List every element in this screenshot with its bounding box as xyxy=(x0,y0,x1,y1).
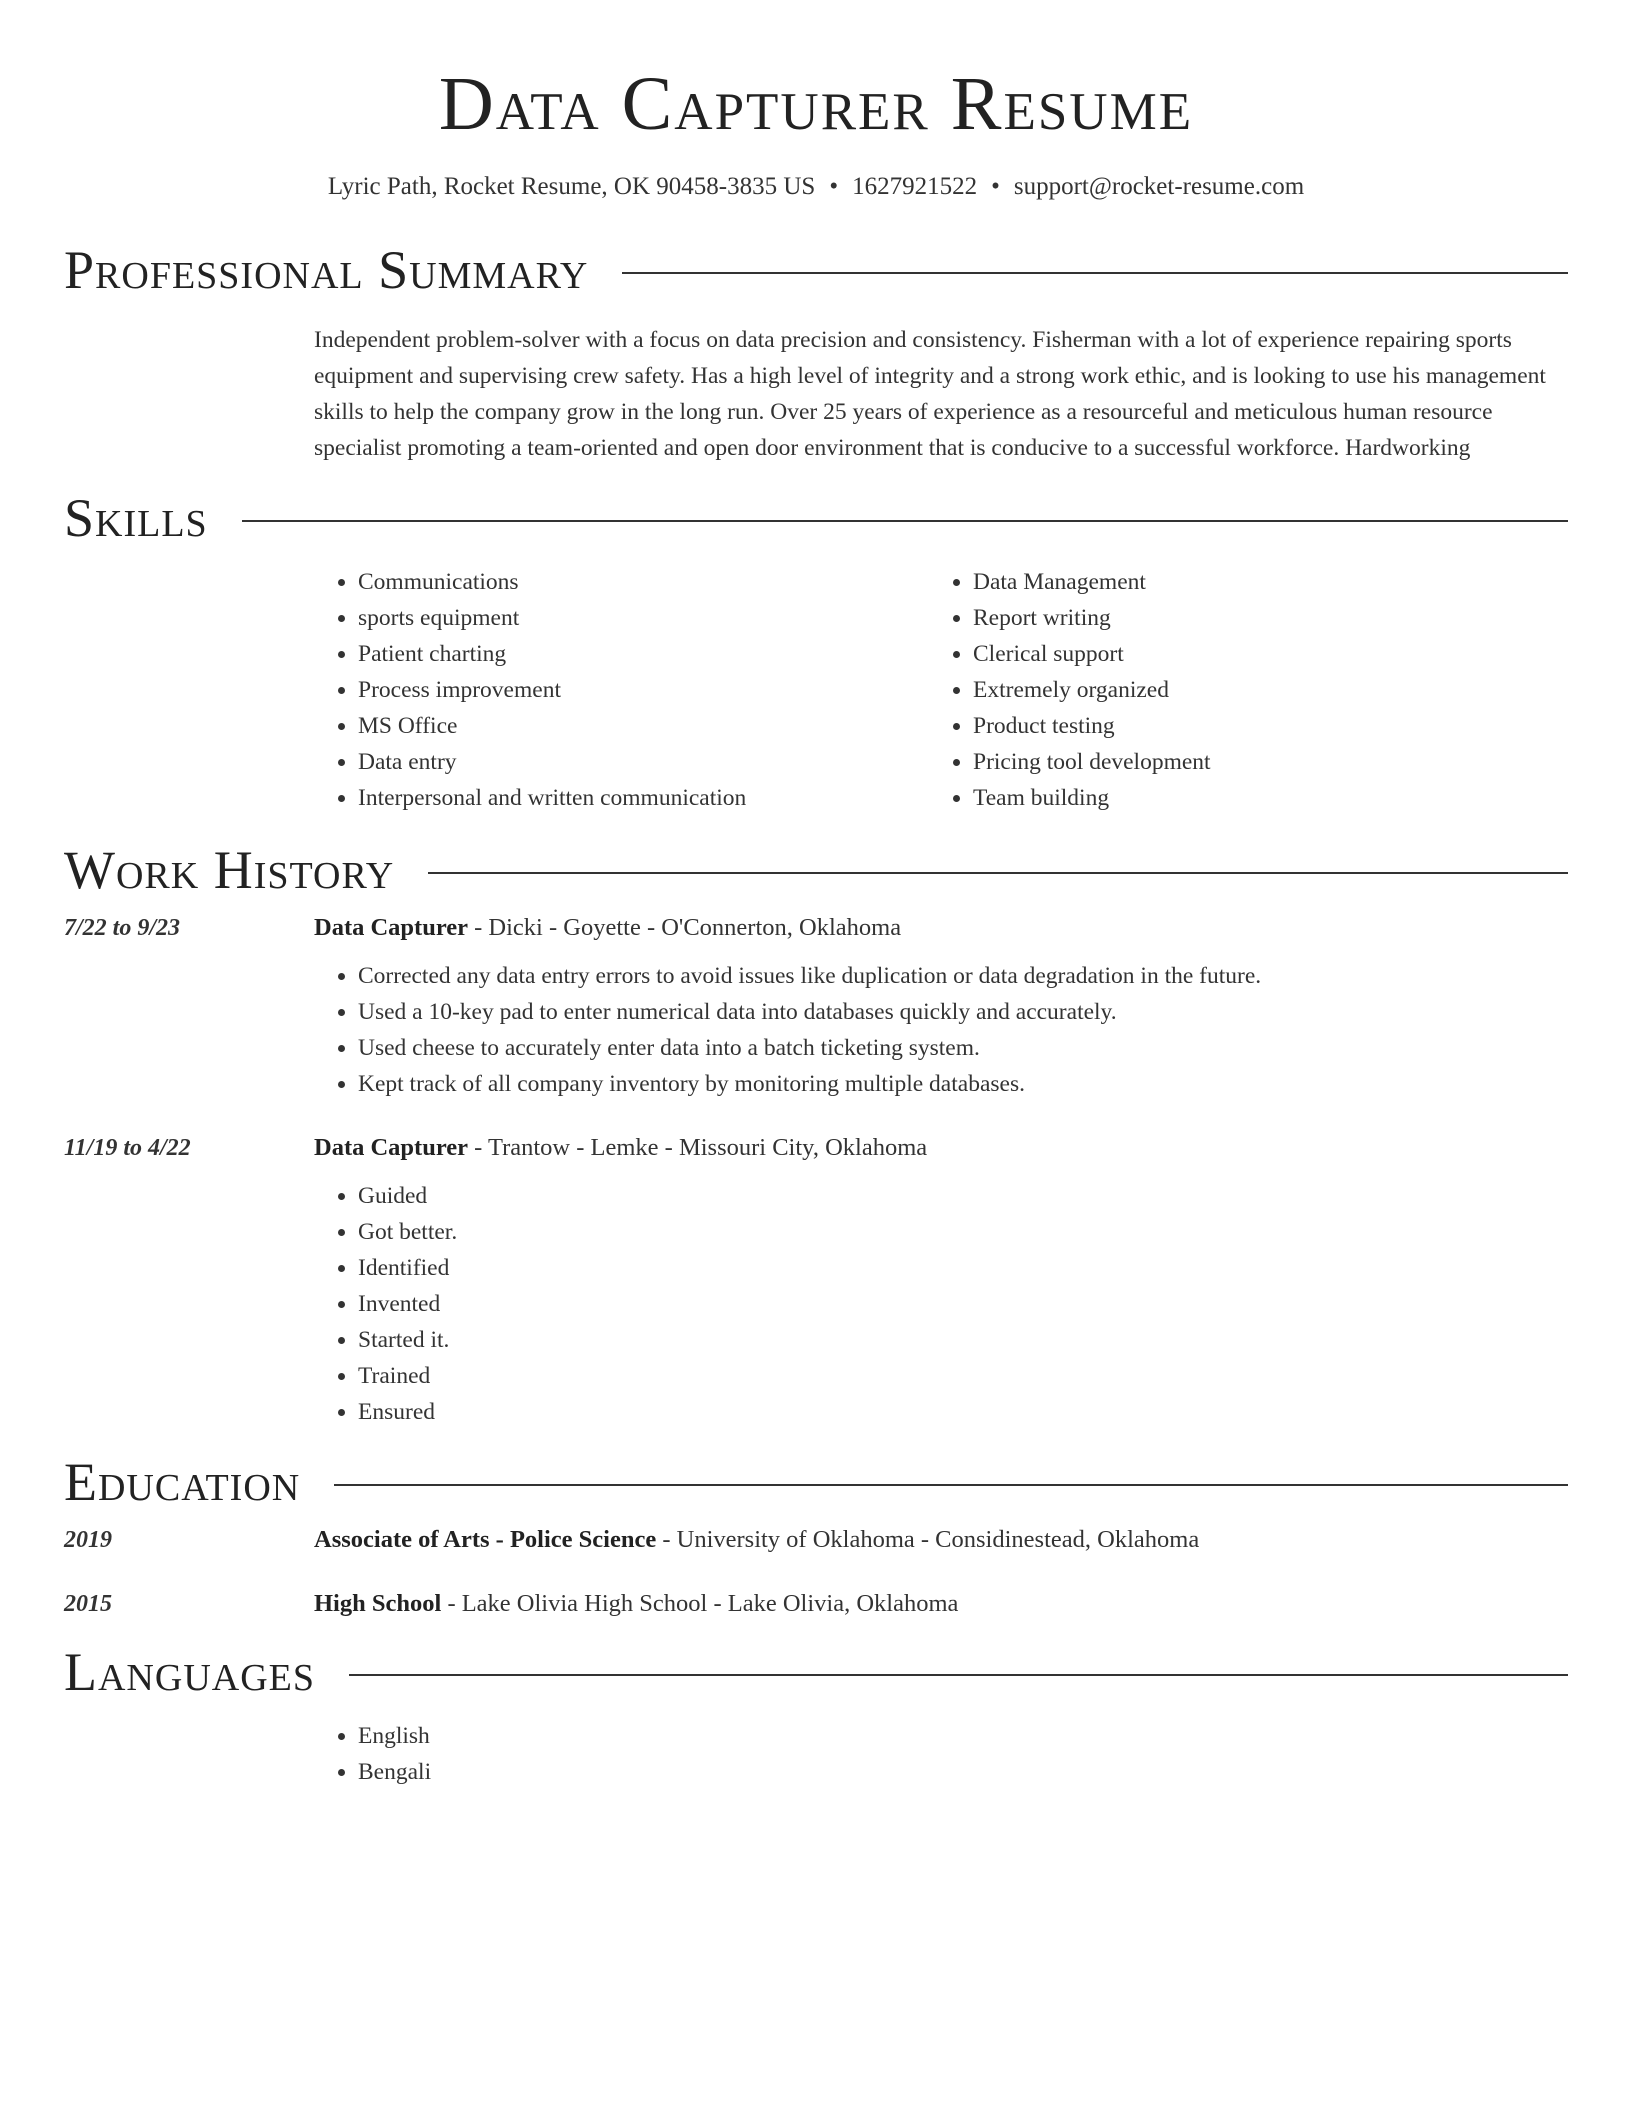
summary-text: Independent problem-solver with a focus on data precision and consistency. Fisherman with a lot of experience repairing sports equipment and supervising crew safety. Has a high level of integrity and a strong work ethic, and is looking to use his management skills to help the company grow in the long run. Over 25 years of experience as a resourceful and meticulous human resource specialist promoting a team-oriented and open door environment that is conducive to a successful workforce. Hardworking xyxy=(314,327,1546,461)
section-title-summary: Professional Summary xyxy=(64,240,589,300)
education-entry xyxy=(64,1526,1568,1554)
section-title-languages: Languages xyxy=(64,1642,315,1702)
skill-item: • sports equipment xyxy=(358,600,929,636)
section-divider xyxy=(622,272,1568,274)
job-duty: • Trained xyxy=(358,1358,1568,1394)
section-header-languages xyxy=(64,1642,1568,1702)
section-divider xyxy=(428,872,1568,874)
job-heading xyxy=(314,1134,927,1162)
contact-email: support@rocket-resume.com xyxy=(1013,173,1305,200)
resume-title: Data Capturer Resume xyxy=(438,62,1194,146)
skill-item: • Product testing xyxy=(973,708,1544,744)
language-item: • Bengali xyxy=(358,1754,1568,1790)
section-header-summary xyxy=(64,240,1568,300)
skill-item: • Clerical support xyxy=(973,636,1544,672)
job-duty: • Used a 10-key pad to enter numerical data into databases quickly and accurately. xyxy=(358,994,1568,1030)
job-duty: • Identified xyxy=(358,1250,1568,1286)
skills-column-right xyxy=(929,564,1544,816)
section-title-work: Work History xyxy=(64,840,395,900)
skills-column-left xyxy=(314,564,929,816)
contact-phone: 1627921522 xyxy=(852,173,978,200)
skill-item: • Interpersonal and written communication xyxy=(358,780,929,816)
education-entry xyxy=(64,1590,1568,1618)
job-details: - Dicki - Goyette - O'Connerton, Oklahoma xyxy=(468,914,902,941)
job-heading xyxy=(314,914,901,942)
contact-address: Lyric Path, Rocket Resume, OK 90458-3835 US xyxy=(327,173,816,200)
job-duty: • Guided xyxy=(358,1178,1568,1214)
skills-list xyxy=(314,564,1568,816)
language-item: • English xyxy=(358,1718,1568,1754)
skill-item: • Data Management xyxy=(973,564,1544,600)
section-header-work xyxy=(64,840,1568,900)
job-title: Data Capturer xyxy=(314,1134,469,1161)
job-dates: 11/19 to 4/22 xyxy=(64,1135,191,1161)
education-year: 2019 xyxy=(64,1527,112,1553)
skill-item: • Team building xyxy=(973,780,1544,816)
job-duties xyxy=(314,1178,1568,1430)
section-divider xyxy=(334,1484,1568,1486)
contact-line xyxy=(64,172,1568,202)
job-entry xyxy=(64,1134,1568,1162)
education-heading xyxy=(314,1590,958,1618)
job-duty: • Used cheese to accurately enter data into a batch ticketing system. xyxy=(358,1030,1568,1066)
skill-item: • Pricing tool development xyxy=(973,744,1544,780)
job-title: Data Capturer xyxy=(314,914,469,941)
skill-item: • Extremely organized xyxy=(973,672,1544,708)
job-details: - Trantow - Lemke - Missouri City, Oklahoma xyxy=(468,1134,928,1161)
job-duty: • Kept track of all company inventory by monitoring multiple databases. xyxy=(358,1066,1568,1102)
job-dates: 7/22 to 9/23 xyxy=(64,915,181,941)
section-title-education: Education xyxy=(64,1452,301,1512)
job-duty: • Invented xyxy=(358,1286,1568,1322)
education-degree: Associate of Arts - Police Science xyxy=(314,1526,657,1553)
job-entry xyxy=(64,914,1568,942)
education-details: - Lake Olivia High School - Lake Olivia, Oklahoma xyxy=(441,1590,959,1617)
languages-list xyxy=(314,1718,1568,1790)
education-details: - University of Oklahoma - Considinestead, Oklahoma xyxy=(656,1526,1200,1553)
education-heading xyxy=(314,1526,1199,1554)
job-duty: • Ensured xyxy=(358,1394,1568,1430)
contact-separator: • xyxy=(991,173,1000,200)
skill-item: • Report writing xyxy=(973,600,1544,636)
job-duty: • Started it. xyxy=(358,1322,1568,1358)
section-divider xyxy=(242,520,1568,522)
section-divider xyxy=(349,1674,1568,1676)
skill-item: • Data entry xyxy=(358,744,929,780)
job-duty: • Got better. xyxy=(358,1214,1568,1250)
section-header-skills xyxy=(64,488,1568,548)
section-header-education xyxy=(64,1452,1568,1512)
skill-item: • Patient charting xyxy=(358,636,929,672)
job-duties xyxy=(314,958,1568,1102)
skill-item: • MS Office xyxy=(358,708,929,744)
job-duty: • Corrected any data entry errors to avoid issues like duplication or data degradation in the future. xyxy=(358,958,1568,994)
skill-item: • Process improvement xyxy=(358,672,929,708)
skill-item: • Communications xyxy=(358,564,929,600)
contact-separator: • xyxy=(829,173,839,200)
education-year: 2015 xyxy=(64,1591,112,1617)
education-degree: High School xyxy=(314,1590,442,1617)
section-title-skills: Skills xyxy=(64,488,208,548)
